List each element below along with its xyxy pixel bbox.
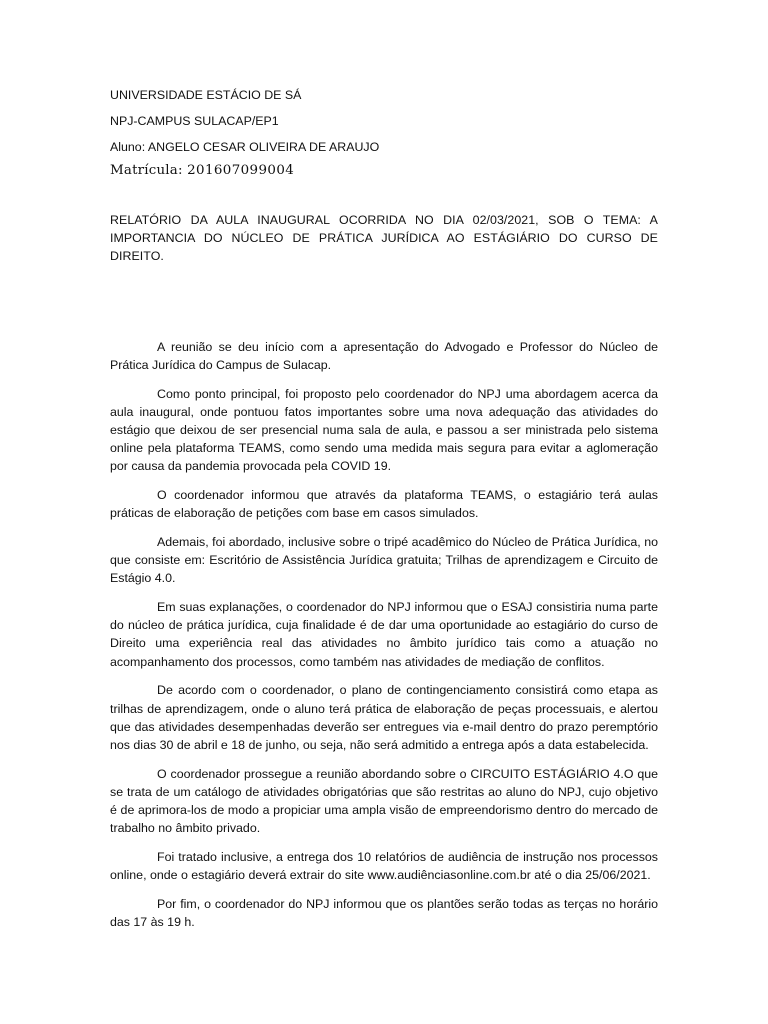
paragraph-2: Como ponto principal, foi proposto pelo coordenador do NPJ uma abordagem acerca da aula inaugural, onde pontuou fatos importantes sobre uma nova adequação das atividades do estágio que deixou de ser presencial numa sala de aula, e passou a ser ministrada pelo sistema online pela plataforma TEAMS, como sendo uma medida mais segura para evitar a aglomeração por causa da pandemia provocada pela COVID 19. [110, 386, 658, 474]
campus-name: NPJ-CAMPUS SULACAP/EP1 [110, 114, 279, 128]
university-name: UNIVERSIDADE ESTÁCIO DE SÁ [110, 88, 302, 102]
report-title: RELATÓRIO DA AULA INAUGURAL OCORRIDA NO DIA 02/03/2021, SOB O TEMA: A IMPORTANCIA DO NÚCLEO DE PRÁTICA JURÍDICA AO ESTÁGIÁRIO DO CURSO DE DIREITO. [110, 213, 658, 264]
paragraph-6: De acordo com o coordenador, o plano de contingenciamento consistirá como etapa as trilhas de aprendizagem, onde o aluno terá prática de elaboração de peças processuais, e alertou que das atividades desempenhadas deverão ser entregues via e-mail dentro do prazo peremptório nos dias 30 de abril e 18 de junho, ou seja, não será admitido a entrega após a data estabelecida. [110, 683, 658, 752]
document-page [110, 82, 658, 931]
paragraph-7: O coordenador prossegue a reunião abordando sobre o CIRCUITO ESTÁGIÁRIO 4.O que se trata de um catálogo de atividades obrigatórias que são restritas ao aluno do NPJ, cujo objetivo é de aprimora-los de modo a propiciar uma ampla visão de empreendorismo dentro do mercado de trabalho no âmbito privado. [110, 766, 658, 836]
paragraph-3: O coordenador informou que através da plataforma TEAMS, o estagiário terá aulas práticas de elaboração de petições com base em casos simulados. [110, 488, 658, 521]
paragraph-5: Em suas explanações, o coordenador do NPJ informou que o ESAJ consistiria numa parte do núcleo de prática jurídica, cuja finalidade é de dar uma oportunidade ao estagiário do curso de Direito uma experiência real das atividades no âmbito jurídico tais como a atuação no acompanhamento dos processos, como também nas atividades de mediação de conflitos. [110, 600, 658, 669]
student-name: Aluno: ANGELO CESAR OLIVEIRA DE ARAUJO [110, 140, 380, 154]
registration-number: 201607099004 [187, 163, 295, 178]
report-body [110, 338, 658, 932]
registration-label: Matrícula: [110, 163, 188, 178]
paragraph-4: Ademais, foi abordado, inclusive sobre o tripé acadêmico do Núcleo de Prática Jurídica, no que consiste em: Escritório de Assistência Jurídica gratuita; Trilhas de aprendizagem e Circuito de Estágio 4.0. [110, 534, 658, 586]
paragraph-8: Foi tratado inclusive, a entrega dos 10 relatórios de audiência de instrução nos processos online, onde o estagiário deverá extrair do site www.audiênciasonline.com.br até o dia 25/06/2021. [110, 849, 658, 883]
registration-line [110, 162, 658, 180]
paragraph-9: Por fim, o coordenador do NPJ informou que os plantões serão todas as terças no horário das 17 às 19 h. [110, 896, 658, 930]
paragraph-1: A reunião se deu início com a apresentação do Advogado e Professor do Núcleo de Prática Jurídica do Campus de Sulacap. [110, 339, 658, 372]
